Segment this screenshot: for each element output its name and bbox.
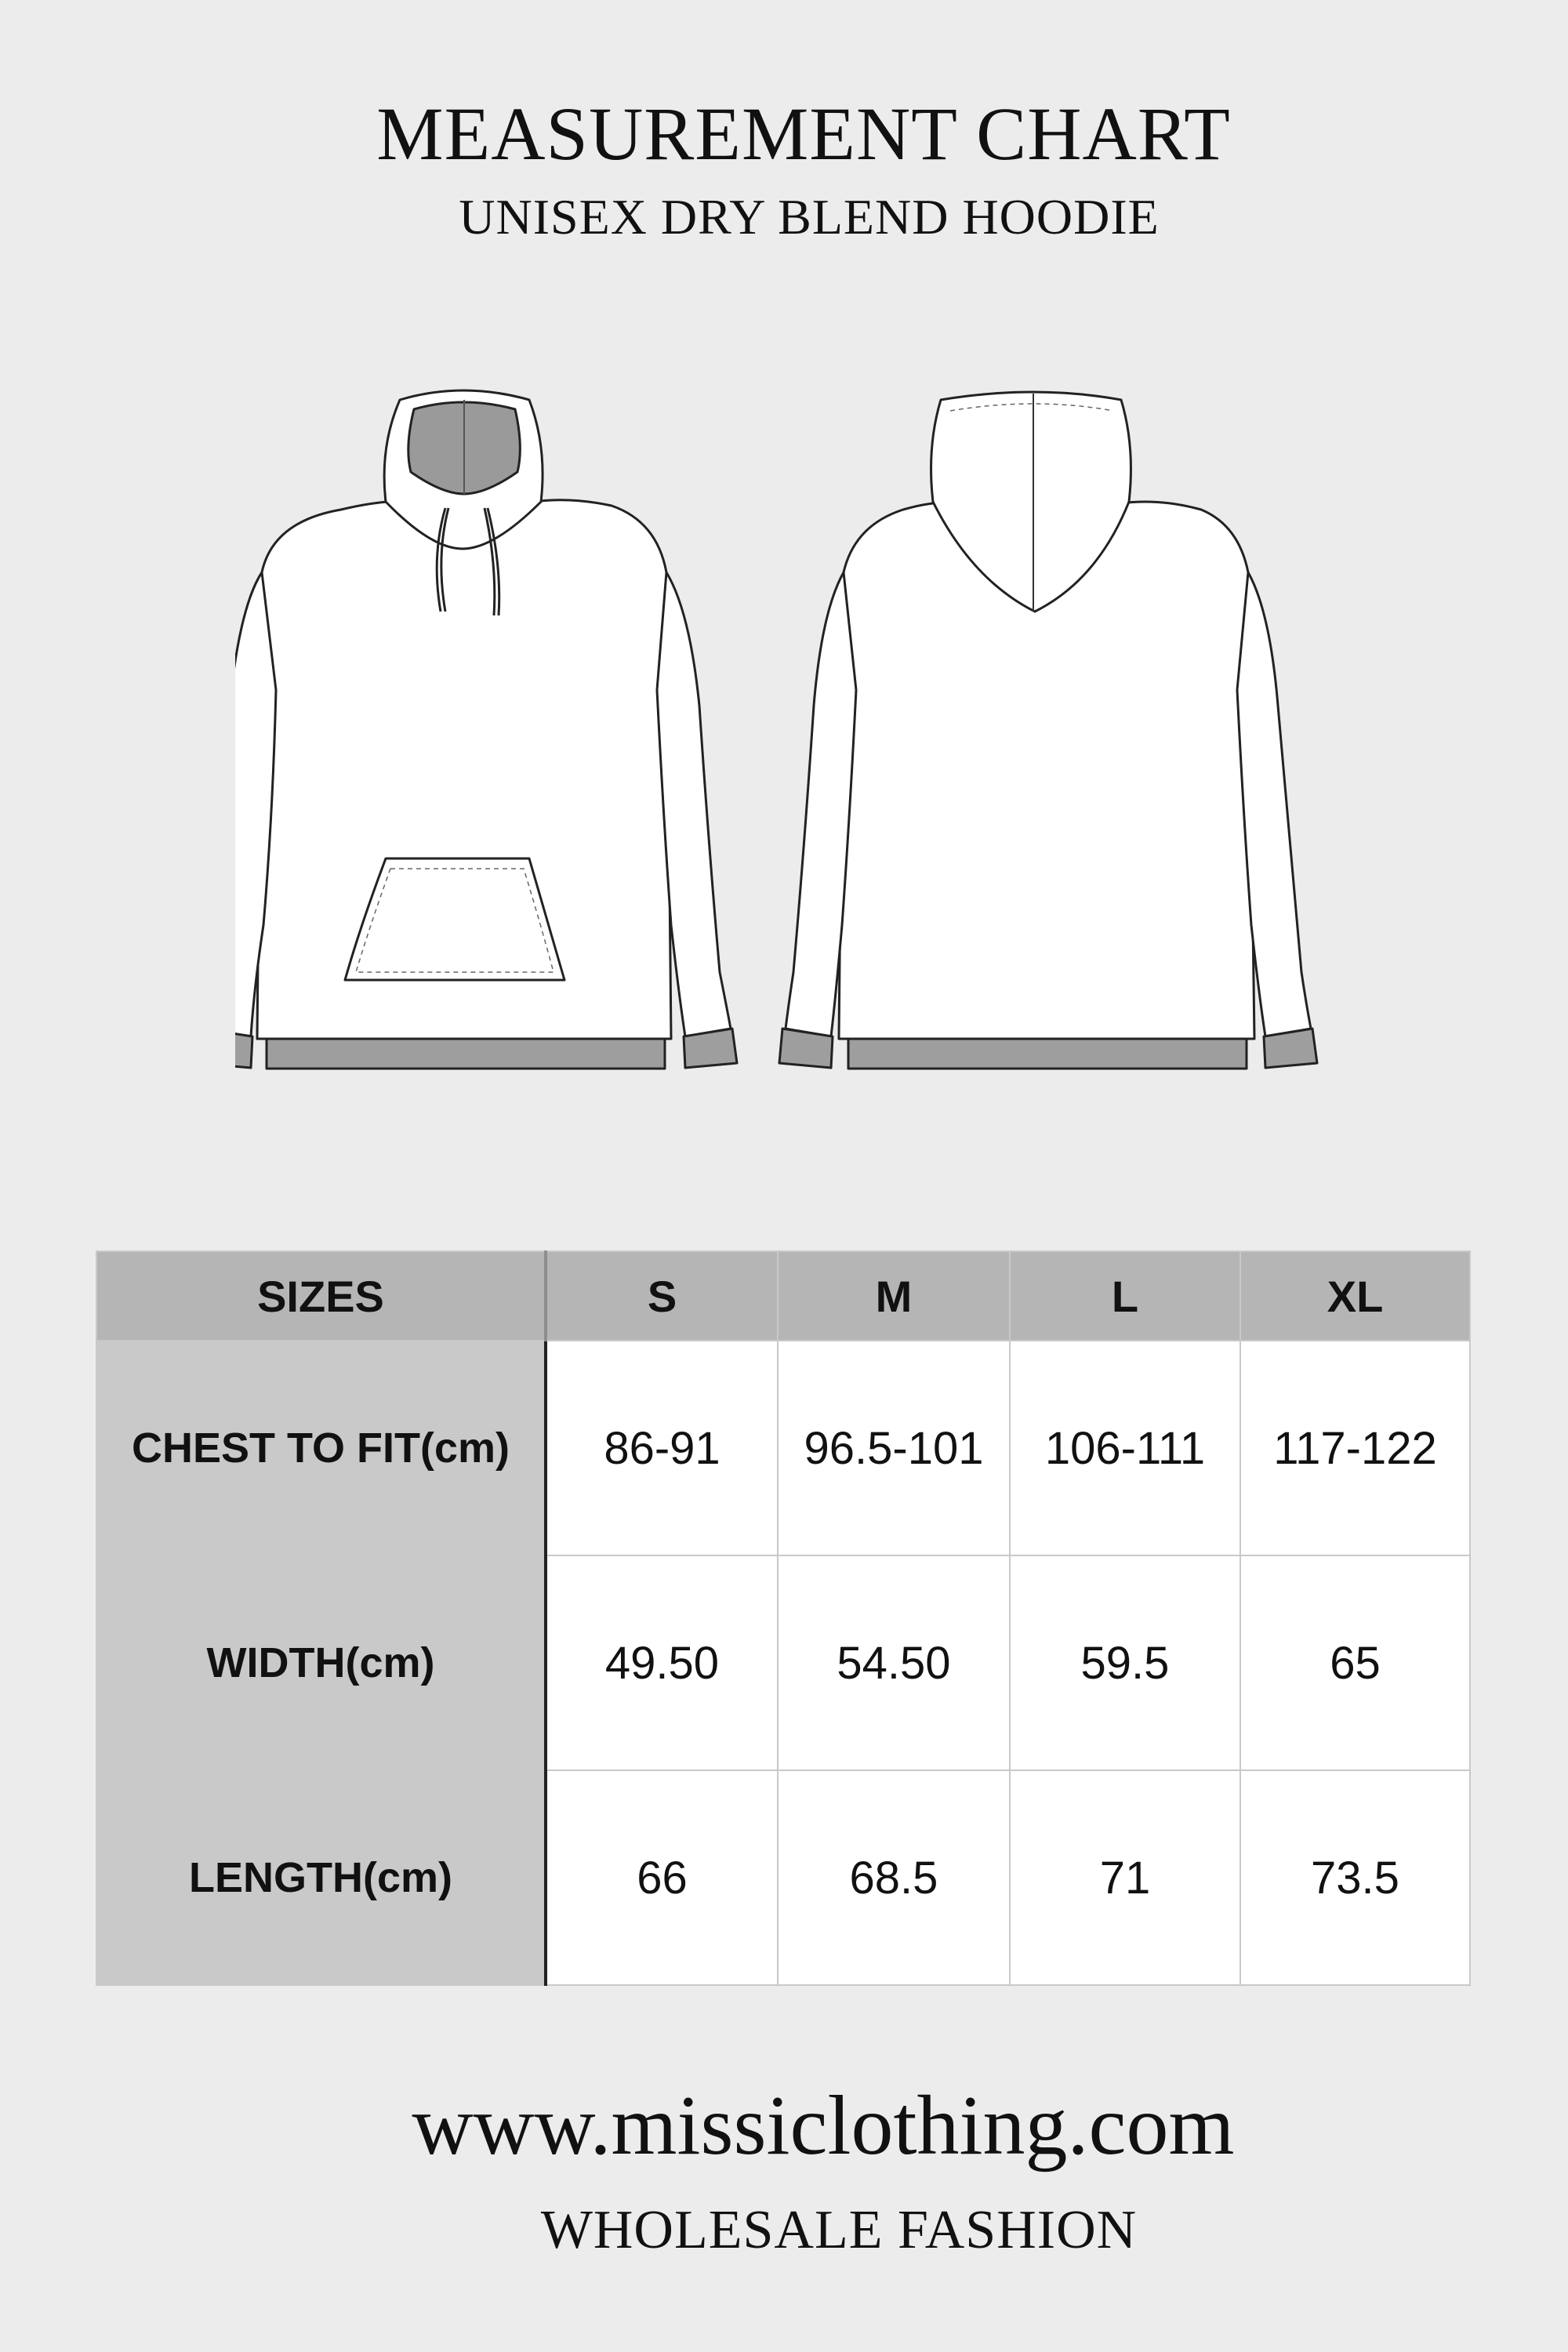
tagline: WHOLESALE FASHION (540, 2200, 1138, 2260)
column-header-s: S (546, 1251, 778, 1341)
website-url: www.missiclothing.com (412, 2079, 1235, 2172)
table-row-width (96, 1555, 1470, 1770)
hoodie-back-view (779, 392, 1317, 1069)
table-cell: 86-91 (546, 1341, 778, 1555)
table-cell: 117-122 (1240, 1341, 1470, 1555)
table-cell: 59.5 (1010, 1555, 1240, 1770)
hoodie-front-view (235, 390, 737, 1069)
page-subtitle: UNISEX DRY BLEND HOODIE (459, 189, 1160, 245)
table-cell: 68.5 (778, 1770, 1010, 1985)
size-chart-table (96, 1250, 1471, 1986)
table-cell: 54.50 (778, 1555, 1010, 1770)
page-title: MEASUREMENT CHART (376, 92, 1231, 176)
hoodie-illustration (235, 376, 1380, 1098)
column-header-l: L (1010, 1251, 1240, 1341)
table-cell: 106-111 (1010, 1341, 1240, 1555)
row-label-chest: CHEST TO FIT(cm) (96, 1341, 546, 1555)
table-cell: 73.5 (1240, 1770, 1470, 1985)
row-label-length: LENGTH(cm) (96, 1770, 546, 1985)
table-header-row (96, 1251, 1470, 1341)
column-header-xl: XL (1240, 1251, 1470, 1341)
column-header-m: M (778, 1251, 1010, 1341)
table-cell: 66 (546, 1770, 778, 1985)
table-cell: 96.5-101 (778, 1341, 1010, 1555)
table-cell: 49.50 (546, 1555, 778, 1770)
row-label-width: WIDTH(cm) (96, 1555, 546, 1770)
table-cell: 71 (1010, 1770, 1240, 1985)
column-header-sizes: SIZES (96, 1251, 546, 1341)
table-cell: 65 (1240, 1555, 1470, 1770)
table-row-chest (96, 1341, 1470, 1555)
table-row-length (96, 1770, 1470, 1985)
